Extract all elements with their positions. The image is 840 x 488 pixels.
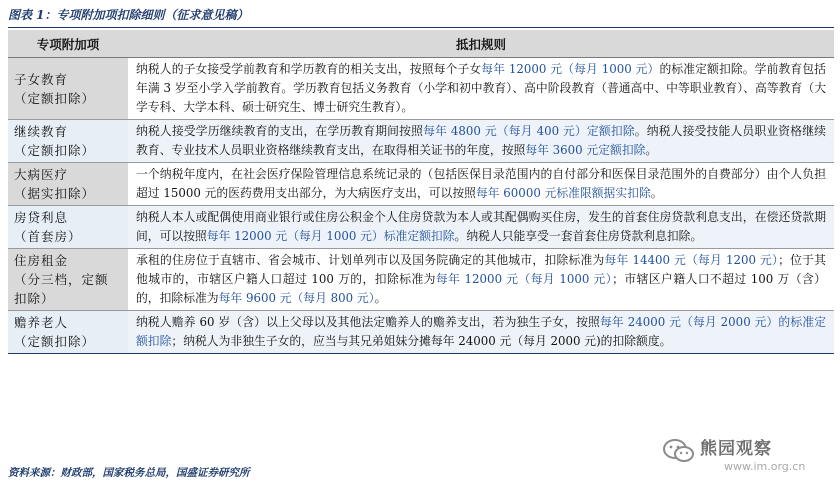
category-line: 扣除）	[14, 291, 55, 306]
rule-text-segment: ；纳税人为非独生子女的，应当与其兄弟姐妹分摊每年 24000 元（每月 2000 元)的扣除额度。	[171, 334, 672, 348]
row-category	[8, 311, 128, 354]
header-rules: 抵扣规则	[128, 30, 834, 58]
rule-text-segment: 一个纳税年度内，在社会医疗保险管理信息系统记录的（包括医保目录范围内的自付部分和医保目录范围外的自费部分）由个人负担超过 15000 元的医药费用支出部分，为大病医疗支出，可以按照	[136, 167, 826, 200]
rule-text-segment: 。	[374, 291, 387, 305]
watermark-url: www.im.org.cn	[724, 460, 806, 473]
row-rule-text	[128, 58, 834, 120]
table-row	[8, 120, 834, 163]
rule-text-segment: ；位于其他城市的，市辖区户籍人口超过 100 万的，扣除标准为	[136, 253, 826, 286]
caption-divider	[8, 27, 834, 28]
row-rule-text	[128, 120, 834, 163]
category-line: （据实扣除）	[14, 186, 96, 201]
category-line: 房贷利息	[14, 210, 69, 225]
row-category	[8, 163, 128, 206]
highlighted-amount: 每年 9600 元（每月 800 元）	[218, 291, 375, 305]
source-note: 资料来源：财政部，国家税务总局，国盛证券研究所	[8, 467, 250, 479]
watermark	[654, 432, 834, 482]
row-rule-text	[128, 206, 834, 249]
table-row	[8, 206, 834, 249]
table-row	[8, 163, 834, 206]
highlighted-amount: 每年 12000 元（每月 1000 元）	[481, 62, 660, 76]
category-line: （分三档，定额	[14, 272, 109, 287]
row-category	[8, 249, 128, 311]
row-category	[8, 206, 128, 249]
header-category: 专项附加项	[8, 30, 128, 58]
table-row	[8, 249, 834, 311]
figure-caption: 图表 1：专项附加项扣除细则（征求意见稿）	[8, 8, 249, 22]
watermark-brand: 熊园观察	[700, 439, 772, 459]
highlighted-amount: 每年 3600 元定额扣除	[525, 143, 646, 157]
rule-text-segment: 纳税人本人或配偶使用商业银行或住房公积金个人住房贷款为本人或其配偶购买住房，发生的首套住房贷款利息支出，在偿还贷款期间，可以按照	[136, 210, 826, 243]
rule-text-segment: 。纳税人只能享受一套首套住房贷款利息扣除。	[454, 229, 703, 243]
highlighted-amount: 每年 24000 元（每月 2000 元）的标准定额扣除	[136, 315, 826, 348]
row-rule-text	[128, 249, 834, 311]
row-category	[8, 58, 128, 120]
row-category	[8, 120, 128, 163]
category-line: （定额扣除）	[14, 334, 96, 349]
table-row	[8, 58, 834, 120]
category-line: 继续教育	[14, 124, 69, 139]
rule-text-segment: ；市辖区户籍人口不超过 100 万（含）的，扣除标准为	[136, 272, 826, 305]
highlighted-amount: 每年 12000 元（每月 1000 元）标准定额扣除	[206, 229, 455, 243]
highlighted-amount: 每年 14400 元（每月 1200 元）	[604, 253, 779, 267]
row-rule-text	[128, 311, 834, 354]
row-rule-text	[128, 163, 834, 206]
table-row	[8, 311, 834, 354]
rule-text-segment: 承租的住房位于直辖市、省会城市、计划单列市以及国务院确定的其他城市，扣除标准为	[136, 253, 605, 267]
rule-text-segment: 的标准定额扣除。学前教育包括年满 3 岁至小学入学前教育。学历教育包括义务教育（小学和初中教育）、高中阶段教育（普通高中、中等职业教育）、高等教育（大学专科、大学本科、硕士研究生、博士研究生教育）。	[136, 62, 826, 114]
category-line: 大病医疗	[14, 167, 69, 182]
rule-text-segment: 纳税人赡养 60 岁（含）以上父母以及其他法定赡养人的赡养支出，若为独生子女，按照	[136, 315, 600, 329]
category-line: 子女教育	[14, 71, 69, 87]
category-line: 赡养老人	[14, 315, 69, 330]
rule-text-segment: 纳税人接受学历继续教育的支出，在学历教育期间按照	[136, 124, 424, 138]
wechat-logo-icon	[662, 438, 696, 464]
highlighted-amount: 每年 60000 元标准限额据实扣除	[475, 186, 651, 200]
rule-text-segment: 。	[645, 143, 658, 157]
category-line: 住房租金	[14, 253, 69, 268]
category-line: （定额扣除）	[14, 90, 96, 106]
deduction-table	[8, 30, 834, 354]
rule-text-segment: 纳税人的子女接受学前教育和学历教育的相关支出，按照每个子女	[136, 62, 482, 76]
highlighted-amount: 每年 12000 元（每月 1000 元）	[435, 272, 613, 286]
category-line: （定额扣除）	[14, 143, 96, 158]
table-header-row	[8, 30, 834, 58]
highlighted-amount: 每年 4800 元（每月 400 元）定额扣除	[423, 124, 635, 138]
rule-text-segment: 。纳税人接受技能人员职业资格继续教育、专业技术人员职业资格继续教育支出，在取得相关证书的年度，按照	[136, 124, 826, 157]
rule-text-segment: 。	[650, 186, 663, 200]
category-line: （首套房）	[14, 229, 82, 244]
